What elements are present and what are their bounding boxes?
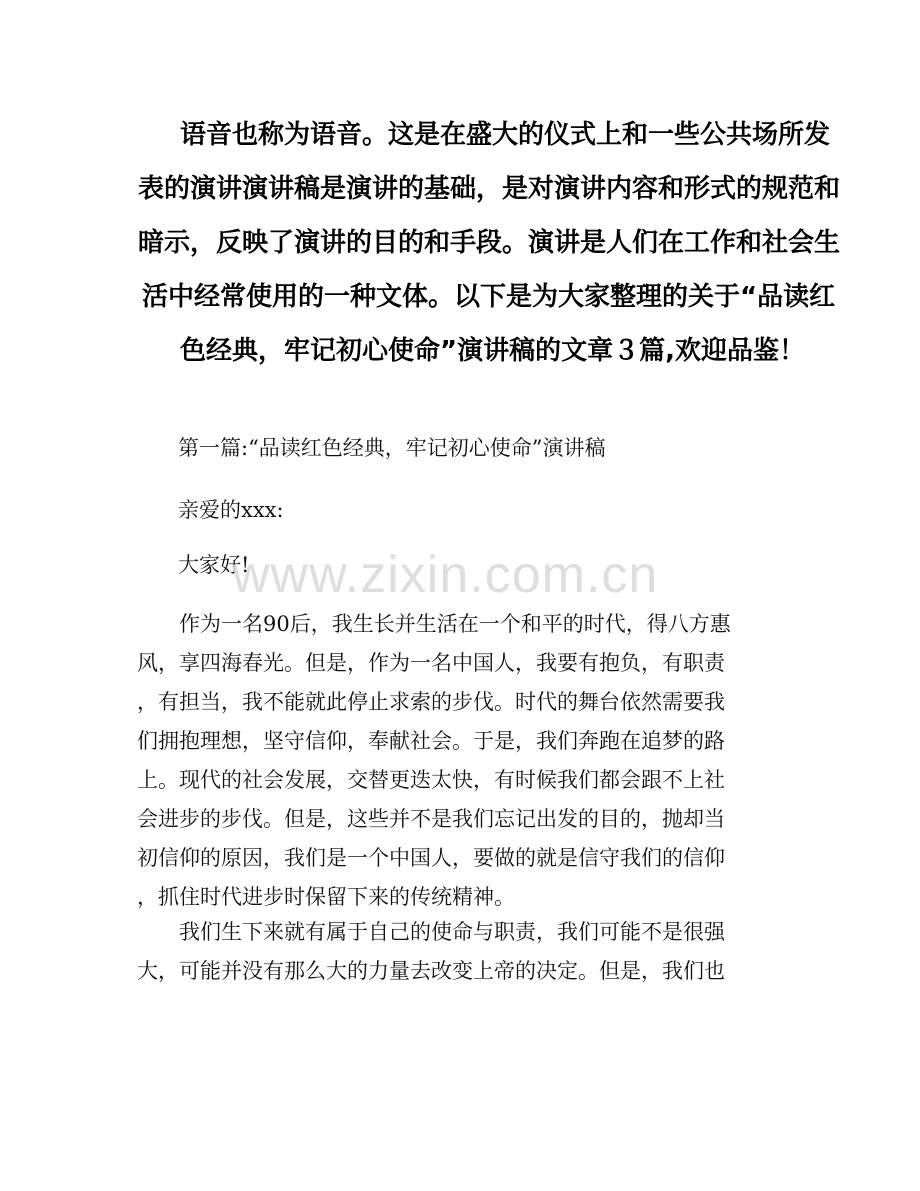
intro-line: 表的演讲演讲稿是演讲的基础，是对演讲内容和形式的规范和 bbox=[138, 174, 841, 204]
paragraph-line: 大，可能并没有那么大的力量去改变上帝的决定。但是，我们也 bbox=[137, 959, 725, 983]
paragraph-line: 我们生下来就有属于自己的使命与职责，我们可能不是很强 bbox=[179, 920, 725, 944]
body-paragraph-2 bbox=[137, 913, 785, 991]
paragraph-line: 风，享四海春光。但是，作为一名中国人，我要有抱负，有职责 bbox=[137, 651, 725, 675]
article-heading: 第一篇:“品读红色经典，牢记初心使命”演讲稿 bbox=[178, 436, 606, 460]
paragraph-line: 上。现代的社会发展，交替更迭太快，有时候我们都会跟不上社 bbox=[137, 768, 725, 792]
greeting: 大家好! bbox=[178, 553, 250, 577]
intro-line: 语音也称为语音。这是在盛大的仪式上和一些公共场所发 bbox=[180, 120, 831, 150]
paragraph-line: 们拥抱理想，坚守信仰，奉献社会。于是，我们奔跑在追梦的路 bbox=[137, 729, 725, 753]
paragraph-line: 初信仰的原因，我们是一个中国人，要做的就是信守我们的信仰 bbox=[137, 846, 725, 870]
intro-line: 色经典，牢记初心使命”演讲稿的文章３篇,欢迎品鉴！ bbox=[180, 336, 805, 366]
body-paragraph-1 bbox=[137, 605, 785, 917]
paragraph-line: ，有担当，我不能就此停止求索的步伐。时代的舞台依然需要我 bbox=[137, 690, 725, 714]
paragraph-line: 作为一名90后，我生长并生活在一个和平的时代，得八方惠 bbox=[179, 612, 731, 636]
intro-line: 暗示，反映了演讲的目的和手段。演讲是人们在工作和社会生 bbox=[138, 228, 841, 258]
salutation: 亲爱的xxx: bbox=[178, 498, 284, 522]
paragraph-line: 会进步的步伐。但是，这些并不是我们忘记出发的目的，抛却当 bbox=[137, 807, 725, 831]
intro-paragraph bbox=[100, 108, 841, 378]
paragraph-line: ，抓住时代进步时保留下来的传统精神。 bbox=[137, 885, 515, 909]
intro-line: 活中经常使用的一种文体。以下是为大家整理的关于“品读红 bbox=[142, 282, 836, 312]
watermark-text: www.zixin.com.cn bbox=[232, 546, 659, 604]
